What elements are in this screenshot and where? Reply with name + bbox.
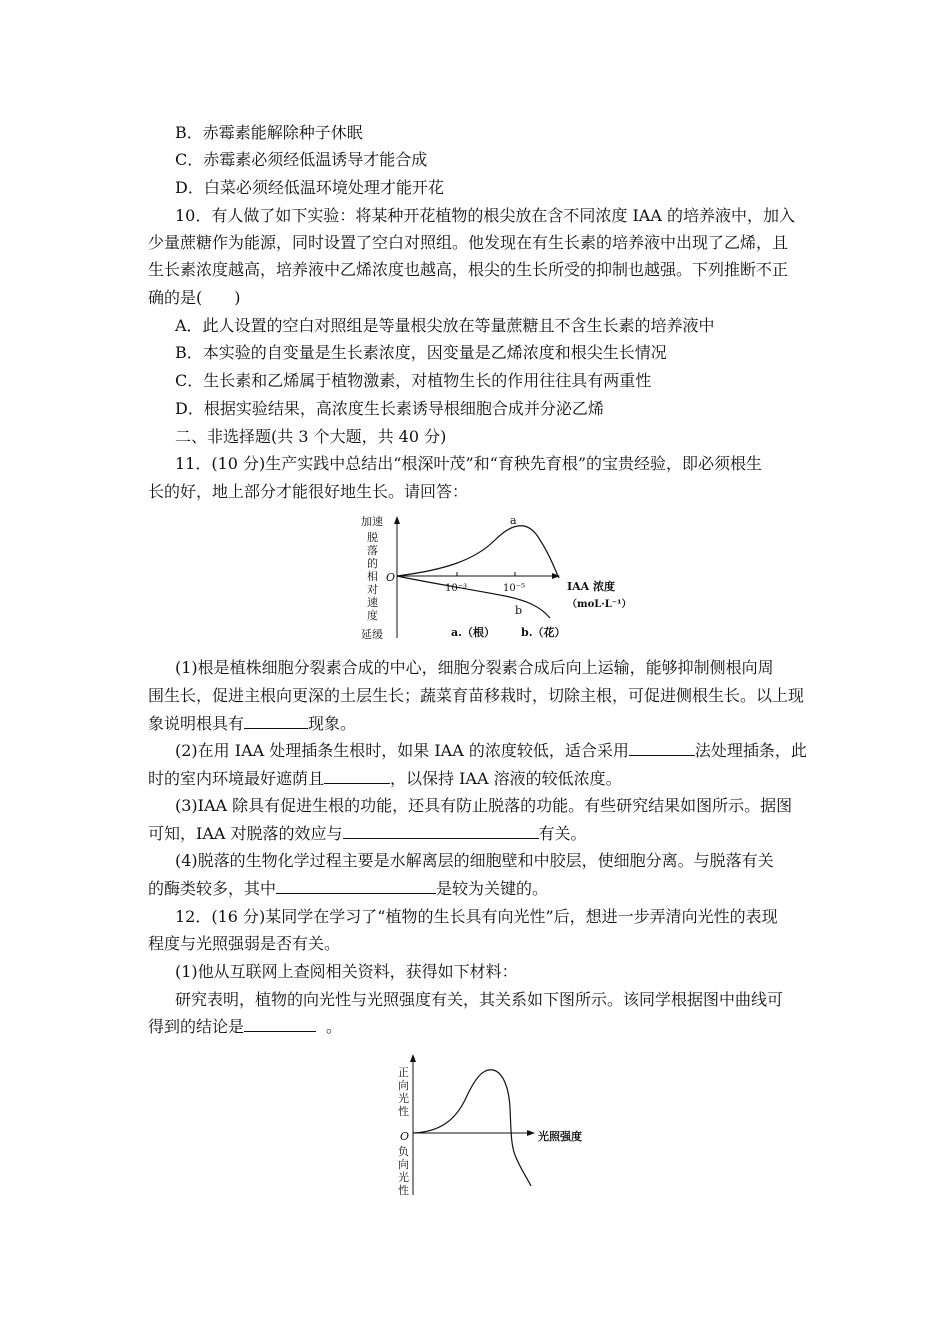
answer-blank[interactable] <box>343 822 539 839</box>
y-axis-pos-char: 光 <box>398 1092 409 1105</box>
q10-stem-line: 确的是( ) <box>148 288 241 307</box>
y-axis-arrow <box>410 1054 416 1062</box>
answer-blank[interactable] <box>324 767 390 784</box>
q11-p2-line <box>148 767 622 791</box>
q9-option-d: D．白菜必须经低温环境处理才能开花 <box>175 178 444 197</box>
y-axis-arrow <box>394 516 400 524</box>
q11-p3-line <box>148 822 587 846</box>
q10-option-d: D．根据实验结果，高浓度生长素诱导根细胞合成并分泌乙烯 <box>175 399 604 418</box>
y-axis-neg-char: 性 <box>398 1184 409 1197</box>
q11-p4-text: 是较为关键的。 <box>436 879 549 898</box>
curve-a-root <box>397 526 559 578</box>
answer-blank[interactable] <box>244 712 308 729</box>
origin-label: O <box>386 571 396 584</box>
q11-stem-line: 长的好，地上部分才能很好地生长。请回答： <box>148 482 469 501</box>
curve-a-label: a <box>510 514 517 527</box>
y-axis-label-char: 相 <box>367 570 378 583</box>
section-heading: 二、非选择题(共 3 个大题，共 40 分) <box>175 427 447 446</box>
q11-p2-text: 时的室内环境最好遮荫且 <box>148 769 325 788</box>
y-axis-pos-char: 正 <box>398 1066 409 1079</box>
x-axis-label: 光照强度 <box>538 1130 582 1143</box>
q11-p4-text: 的酶类较多，其中 <box>148 879 277 898</box>
q11-p1-line: 围生长，促进主根向更深的土层生长；蔬菜育苗移栽时，切除主根，可促进侧根生长。以上现 <box>148 686 805 705</box>
y-axis-pos-char: 性 <box>398 1105 409 1118</box>
x-tick-label: 10⁻⁵ <box>503 583 526 594</box>
q12-stem-line: 12．(16 分)某同学在学习了“植物的生长具有向光性”后，想进一步弄清向光性的表现 <box>175 907 778 926</box>
q10-stem-line: 生长素浓度越高，培养液中乙烯浓度也越高，根尖的生长所受的抑制也越强。下列推断不正 <box>148 260 789 279</box>
x-tick-label: 10⁻³ <box>445 583 468 594</box>
q10-stem-line: 少量蔗糖作为能源，同时设置了空白对照组。他发现在有生长素的培养液中出现了乙烯，且 <box>148 233 789 252</box>
q11-p1-line <box>148 712 356 736</box>
q11-p1-text: 象说明根具有 <box>148 714 245 733</box>
answer-blank[interactable] <box>244 1015 316 1032</box>
y-axis-label-char: 度 <box>367 609 378 622</box>
origin-label: O <box>400 1130 410 1143</box>
curve-b-flower <box>397 576 550 618</box>
answer-blank[interactable] <box>629 739 695 756</box>
y-axis-label-char: 速 <box>367 596 378 609</box>
q12-p1-text: 得到的结论是 <box>148 1017 245 1036</box>
y-axis-label-char: 对 <box>367 583 378 596</box>
q11-p2-text: ，以保持 IAA 溶液的较低浓度。 <box>390 769 622 788</box>
legend-b: b.（花） <box>521 626 566 639</box>
x-axis-arrow <box>527 1130 535 1136</box>
y-axis-pos-char: 向 <box>398 1079 409 1092</box>
q10-option-c: C．生长素和乙烯属于植物激素，对植物生长的作用往往具有两重性 <box>175 371 652 390</box>
answer-blank[interactable] <box>276 877 436 894</box>
q11-p1-line: (1)根是植株细胞分裂素合成的中心，细胞分裂素合成后向上运输，能够抑制侧根向周 <box>175 658 774 677</box>
curve-b-label: b <box>515 604 523 617</box>
q9-option-c: C．赤霉素必须经低温诱导才能合成 <box>175 150 428 169</box>
figure-iaa-abscission <box>355 510 632 645</box>
q11-p3-text: 可知，IAA 对脱落的效应与 <box>148 824 343 843</box>
q12-p1-text: 研究表明，植物的向光性与光照强度有关，其关系如下图所示。该同学根据图中曲线可 <box>175 990 784 1009</box>
phototropism-curve <box>413 1070 531 1186</box>
y-axis-neg-char: 负 <box>398 1145 409 1158</box>
q12-stem-line: 程度与光照强弱是否有关。 <box>148 934 341 953</box>
q10-option-b: B．本实验的自变量是生长素浓度，因变量是乙烯浓度和根尖生长情况 <box>175 343 667 362</box>
y-axis-top-label: 加速 <box>361 515 383 528</box>
q9-option-b: B．赤霉素能解除种子休眠 <box>175 123 363 142</box>
q11-p2-text: 法处理插条，此 <box>694 741 807 760</box>
y-axis-bottom-label: 延缓 <box>361 628 383 641</box>
figure-phototropism <box>385 1050 610 1200</box>
x-axis-unit: （moL·L⁻¹） <box>567 599 632 610</box>
q11-p4-line: (4)脱落的生物化学过程主要是水解离层的细胞壁和中胶层，使细胞分离。与脱落有关 <box>175 851 774 870</box>
q11-p3-line: (3)IAA 除具有促进生根的功能，还具有防止脱落的功能。有些研究结果如图所示。据图 <box>175 796 793 815</box>
x-axis-label: IAA 浓度 <box>567 580 616 593</box>
q10-option-a: A．此人设置的空白对照组是等量根尖放在等量蔗糖且不含生长素的培养液中 <box>175 316 715 335</box>
legend-a: a.（根） <box>451 626 495 639</box>
q11-p3-text: 有关。 <box>538 824 587 843</box>
y-axis-neg-char: 光 <box>398 1171 409 1184</box>
y-axis-neg-char: 向 <box>398 1158 409 1171</box>
q12-p1: (1)他从互联网上查阅相关资料，获得如下材料： <box>175 962 518 981</box>
y-axis-label-char: 脱 <box>367 531 378 544</box>
q11-p4-line <box>148 877 548 901</box>
q12-p1-text: 。 <box>326 1017 343 1036</box>
q12-p1-line <box>148 1015 342 1039</box>
y-axis-label-char: 的 <box>367 557 378 570</box>
q10-stem-line: 10．有人做了如下实验：将某种开花植物的根尖放在含不同浓度 IAA 的培养液中，加入 <box>175 206 795 225</box>
q11-p1-text: 现象。 <box>308 714 357 733</box>
q11-stem-line: 11．(10 分)生产实践中总结出“根深叶茂”和“育秧先育根”的宝贵经验，即必须根生 <box>175 454 763 473</box>
q11-p2-text: (2)在用 IAA 处理插条生根时，如果 IAA 的浓度较低，适合采用 <box>175 741 629 760</box>
q11-p2-line <box>175 739 807 763</box>
y-axis-label-char: 落 <box>367 544 378 557</box>
